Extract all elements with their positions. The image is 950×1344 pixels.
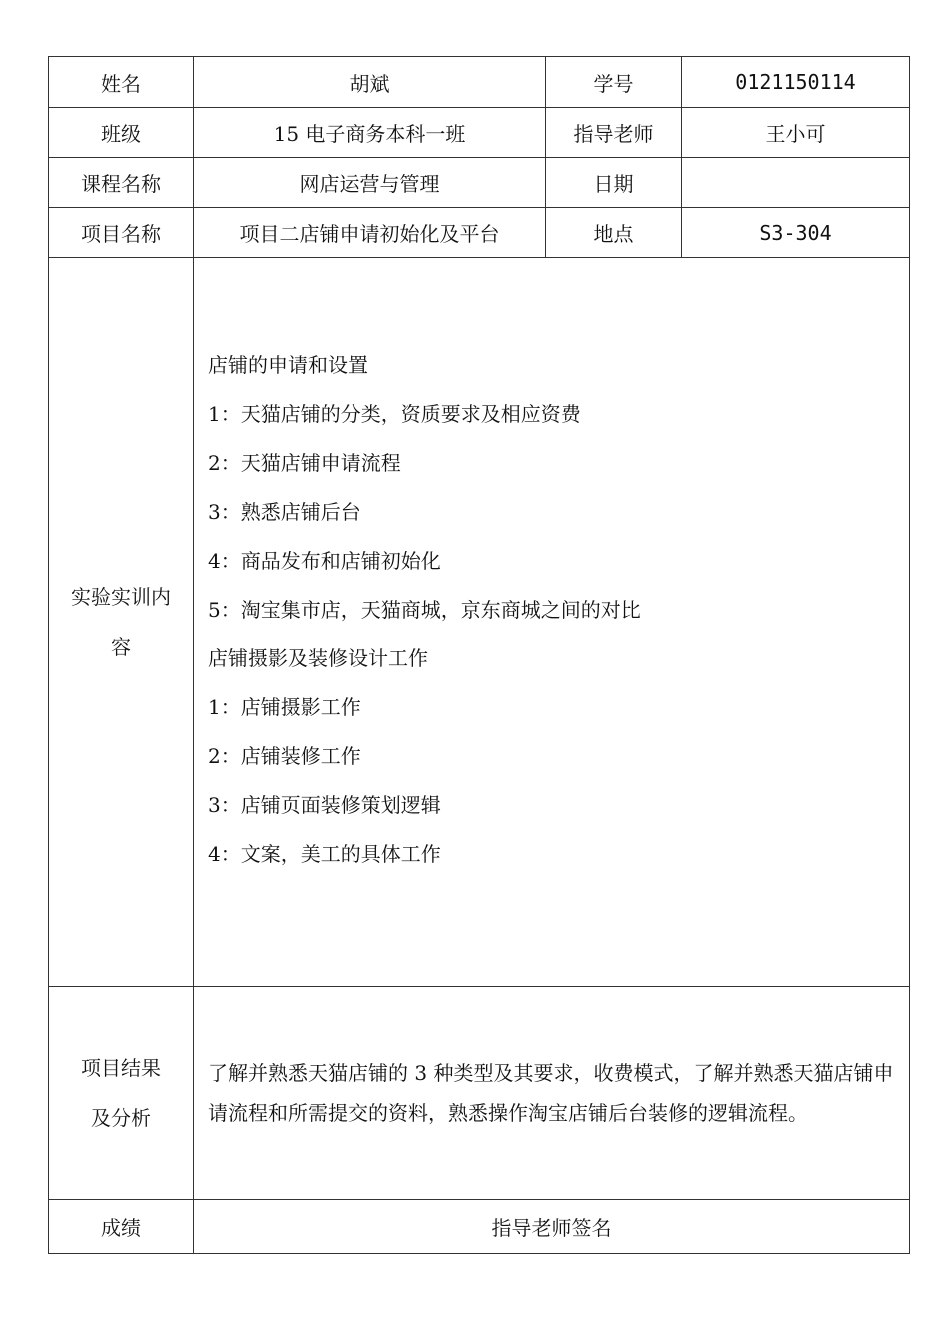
content-line: 3：店铺页面装修策划逻辑 <box>208 793 441 817</box>
content-label-line1: 实验实训内 <box>71 585 171 609</box>
content-line: 店铺摄影及装修设计工作 <box>208 646 428 670</box>
name-row <box>49 57 910 108</box>
content-label-line2: 容 <box>111 635 131 659</box>
content-line: 2：天猫店铺申请流程 <box>208 451 401 475</box>
project-value: 项目二店铺申请初始化及平台 <box>194 208 546 258</box>
signature-label: 指导老师签名 <box>194 1200 910 1254</box>
date-label: 日期 <box>546 158 682 208</box>
content-line: 4：商品发布和店铺初始化 <box>208 549 441 573</box>
result-text: 了解并熟悉天猫店铺的 3 种类型及其要求，收费模式，了解并熟悉天猫店铺申请流程和所需提交的资料，熟悉操作淘宝店铺后台装修的逻辑流程。 <box>208 1061 894 1125</box>
teacher-label: 指导老师 <box>546 108 682 158</box>
project-row <box>49 208 910 258</box>
project-label: 项目名称 <box>49 208 194 258</box>
class-value: 15 电子商务本科一班 <box>194 108 546 158</box>
content-line: 店铺的申请和设置 <box>208 353 368 377</box>
location-label: 地点 <box>546 208 682 258</box>
content-cell <box>194 258 910 987</box>
result-label <box>49 987 194 1200</box>
course-label: 课程名称 <box>49 158 194 208</box>
class-row <box>49 108 910 158</box>
content-line: 2：店铺装修工作 <box>208 744 361 768</box>
content-line: 4：文案，美工的具体工作 <box>208 842 441 866</box>
content-label <box>49 258 194 987</box>
course-row <box>49 158 910 208</box>
content-line: 3：熟悉店铺后台 <box>208 500 361 524</box>
result-label-line2: 及分析 <box>91 1106 151 1130</box>
student-id-label: 学号 <box>546 57 682 108</box>
class-label: 班级 <box>49 108 194 158</box>
result-label-line1: 项目结果 <box>81 1056 161 1080</box>
grade-label: 成绩 <box>49 1200 194 1254</box>
location-value: S3-304 <box>682 208 910 258</box>
course-value: 网店运营与管理 <box>194 158 546 208</box>
date-value <box>682 158 910 208</box>
content-line: 5：淘宝集市店，天猫商城，京东商城之间的对比 <box>208 598 641 622</box>
grade-row <box>49 1200 910 1254</box>
name-label: 姓名 <box>49 57 194 108</box>
student-id-value: 0121150114 <box>682 57 910 108</box>
name-value: 胡斌 <box>194 57 546 108</box>
report-form-table <box>48 56 910 1254</box>
result-cell <box>194 987 910 1200</box>
result-row <box>49 987 910 1200</box>
teacher-value: 王小可 <box>682 108 910 158</box>
content-line: 1：天猫店铺的分类，资质要求及相应资费 <box>208 402 581 426</box>
content-row <box>49 258 910 987</box>
content-list <box>194 258 909 888</box>
content-line: 1：店铺摄影工作 <box>208 695 361 719</box>
